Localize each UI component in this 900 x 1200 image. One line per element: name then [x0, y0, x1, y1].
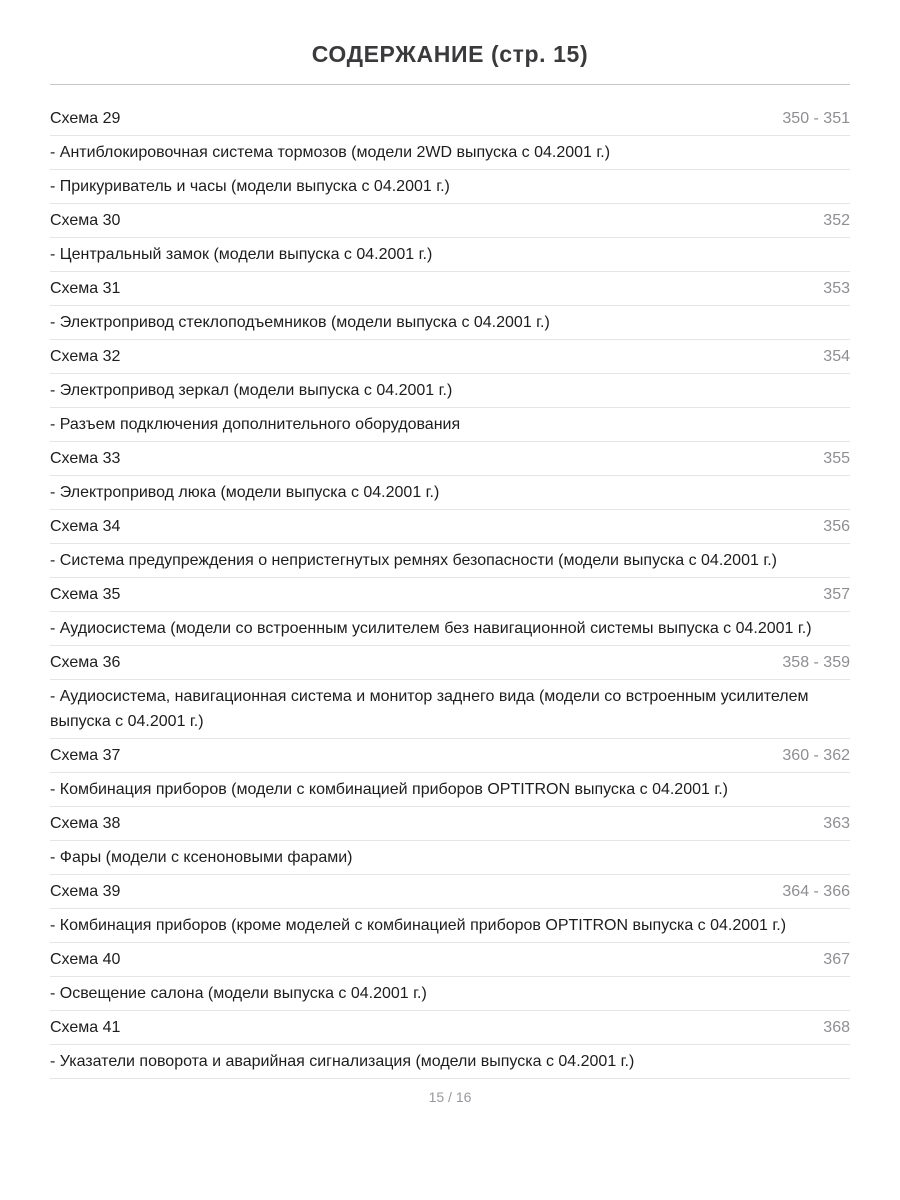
toc-entry-pages: 354 — [823, 348, 850, 365]
toc-entry-label: Схема 33 — [50, 450, 121, 467]
toc-entry-pages: 360 - 362 — [782, 747, 850, 764]
toc-entry[interactable] — [50, 442, 850, 476]
toc-subentry[interactable] — [50, 841, 850, 875]
toc-subentry[interactable] — [50, 408, 850, 442]
toc-entry-label: Схема 38 — [50, 815, 121, 832]
toc-entry[interactable] — [50, 807, 850, 841]
toc-entry[interactable] — [50, 102, 850, 136]
toc-subentry-text: - Электропривод люка (модели выпуска с 04.2001 г.) — [50, 484, 440, 501]
toc-entry-label: Схема 34 — [50, 518, 121, 535]
toc-subentry[interactable] — [50, 476, 850, 510]
toc-subentry-text: - Аудиосистема (модели со встроенным усилителем без навигационной системы выпуска с 04.2001 г.) — [50, 620, 812, 637]
toc-subentry[interactable] — [50, 1045, 850, 1079]
toc-entry-pages: 363 — [823, 815, 850, 832]
toc-entry-label: Схема 39 — [50, 883, 121, 900]
toc-subentry-text: - Указатели поворота и аварийная сигнализация (модели выпуска с 04.2001 г.) — [50, 1053, 635, 1070]
toc-subentry[interactable] — [50, 170, 850, 204]
toc-subentry[interactable] — [50, 612, 850, 646]
toc-subentry-text: - Система предупреждения о непристегнутых ремнях безопасности (модели выпуска с 04.2001 г.) — [50, 552, 777, 569]
toc-entry[interactable] — [50, 646, 850, 680]
toc-subentry[interactable] — [50, 544, 850, 578]
toc-subentry[interactable] — [50, 136, 850, 170]
toc-entry-pages: 352 — [823, 212, 850, 229]
toc-entry[interactable] — [50, 578, 850, 612]
toc-entry-pages: 358 - 359 — [782, 654, 850, 671]
page-indicator: 15 / 16 — [428, 1089, 472, 1105]
toc-entry[interactable] — [50, 875, 850, 909]
toc-entry[interactable] — [50, 1011, 850, 1045]
toc-entry-label: Схема 31 — [50, 280, 121, 297]
toc-subentry[interactable] — [50, 909, 850, 943]
title-divider — [50, 84, 850, 85]
toc-subentry-text: - Освещение салона (модели выпуска с 04.2001 г.) — [50, 985, 427, 1002]
toc-subentry-text: - Разъем подключения дополнительного оборудования — [50, 416, 461, 433]
toc-entry[interactable] — [50, 340, 850, 374]
toc-entry-pages: 357 — [823, 586, 850, 603]
toc-entry-label: Схема 32 — [50, 348, 121, 365]
toc-subentry-text: - Аудиосистема, навигационная система и монитор заднего вида (модели со встроенным усилителем выпуска с 04.2001 г.) — [50, 688, 809, 730]
toc-subentry[interactable] — [50, 977, 850, 1011]
toc-subentry-text: - Комбинация приборов (модели с комбинацией приборов OPTITRON выпуска с 04.2001 г.) — [50, 781, 728, 798]
toc-subentry[interactable] — [50, 680, 850, 739]
toc-entry-pages: 350 - 351 — [782, 110, 850, 127]
toc-subentry[interactable] — [50, 306, 850, 340]
toc-entry-pages: 356 — [823, 518, 850, 535]
toc-entry[interactable] — [50, 943, 850, 977]
toc-subentry[interactable] — [50, 374, 850, 408]
toc-subentry[interactable] — [50, 238, 850, 272]
toc-subentry-text: - Электропривод стеклоподъемников (модели выпуска с 04.2001 г.) — [50, 314, 550, 331]
toc-entry[interactable] — [50, 204, 850, 238]
toc-entry-label: Схема 41 — [50, 1019, 121, 1036]
toc-subentry-text: - Комбинация приборов (кроме моделей с комбинацией приборов OPTITRON выпуска с 04.2001 г.) — [50, 917, 787, 934]
toc-list — [50, 102, 850, 1079]
page-title: СОДЕРЖАНИЕ (стр. 15) — [311, 41, 589, 67]
toc-entry-pages: 353 — [823, 280, 850, 297]
toc-entry-pages: 364 - 366 — [782, 883, 850, 900]
toc-subentry-text: - Электропривод зеркал (модели выпуска с 04.2001 г.) — [50, 382, 453, 399]
toc-entry-label: Схема 30 — [50, 212, 121, 229]
toc-entry-label: Схема 40 — [50, 951, 121, 968]
toc-entry-label: Схема 36 — [50, 654, 121, 671]
toc-subentry[interactable] — [50, 773, 850, 807]
toc-entry[interactable] — [50, 510, 850, 544]
toc-entry-label: Схема 35 — [50, 586, 121, 603]
toc-entry-label: Схема 29 — [50, 110, 121, 127]
toc-subentry-text: - Центральный замок (модели выпуска с 04.2001 г.) — [50, 246, 433, 263]
toc-subentry-text: - Антиблокировочная система тормозов (модели 2WD выпуска с 04.2001 г.) — [50, 144, 611, 161]
toc-entry[interactable] — [50, 272, 850, 306]
toc-entry-pages: 368 — [823, 1019, 850, 1036]
toc-entry-pages: 355 — [823, 450, 850, 467]
toc-entry[interactable] — [50, 739, 850, 773]
toc-subentry-text: - Фары (модели с ксеноновыми фарами) — [50, 849, 353, 866]
toc-entry-pages: 367 — [823, 951, 850, 968]
toc-entry-label: Схема 37 — [50, 747, 121, 764]
toc-subentry-text: - Прикуриватель и часы (модели выпуска с 04.2001 г.) — [50, 178, 450, 195]
